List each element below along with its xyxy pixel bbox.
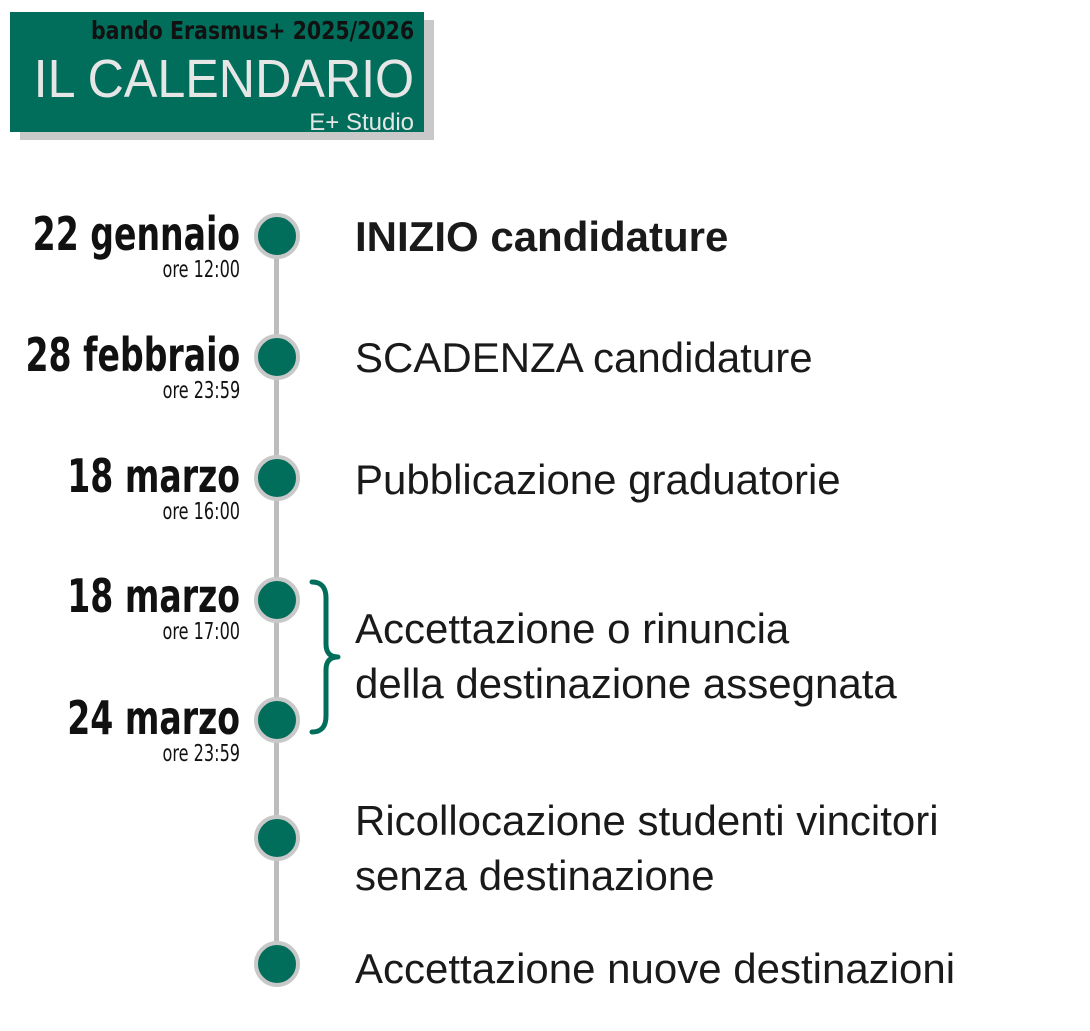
time-text: ore 23:59 — [162, 378, 240, 404]
timeline-dot — [254, 941, 300, 987]
event-text — [355, 330, 813, 385]
date-text: 18 marzo — [67, 449, 240, 503]
page-title: IL CALENDARIO — [33, 49, 414, 109]
timeline-dot — [254, 334, 300, 380]
event-line: SCADENZA candidature — [355, 334, 813, 381]
time-text: ore 23:59 — [162, 741, 240, 767]
time-text: ore 16:00 — [162, 499, 240, 525]
banner-subtitle: E+ Studio — [309, 109, 414, 136]
time-text: ore 17:00 — [162, 619, 240, 645]
event-line: senza destinazione — [355, 852, 715, 899]
timeline-dot — [254, 697, 300, 743]
event-text — [355, 793, 939, 903]
date-label — [0, 449, 240, 525]
timeline-dot — [254, 577, 300, 623]
event-text — [355, 601, 897, 711]
event-text — [355, 452, 841, 507]
date-label — [0, 569, 240, 645]
header-banner — [10, 12, 424, 136]
event-line: INIZIO candidature — [355, 213, 729, 260]
brace-icon — [308, 578, 344, 736]
event-line: Accettazione nuove destinazioni — [355, 945, 956, 992]
date-text: 22 gennaio — [32, 207, 240, 261]
date-text: 28 febbraio — [25, 328, 240, 382]
date-label — [0, 207, 240, 283]
event-text — [355, 209, 728, 264]
event-line: Accettazione o rinuncia — [355, 605, 790, 652]
timeline-dot — [254, 455, 300, 501]
date-label — [0, 691, 240, 767]
event-line: Ricollocazione studenti vincitori — [355, 797, 939, 844]
time-text: ore 12:00 — [162, 257, 240, 283]
date-label — [0, 328, 240, 404]
date-text: 24 marzo — [67, 691, 240, 745]
date-text: 18 marzo — [67, 569, 240, 623]
banner-top-line: bando Erasmus+ 2025/2026 — [90, 16, 414, 45]
event-line: Pubblicazione graduatorie — [355, 456, 841, 503]
event-text — [355, 941, 955, 996]
timeline-dot — [254, 213, 300, 259]
event-line: della destinazione assegnata — [355, 660, 897, 707]
timeline-dot — [254, 815, 300, 861]
